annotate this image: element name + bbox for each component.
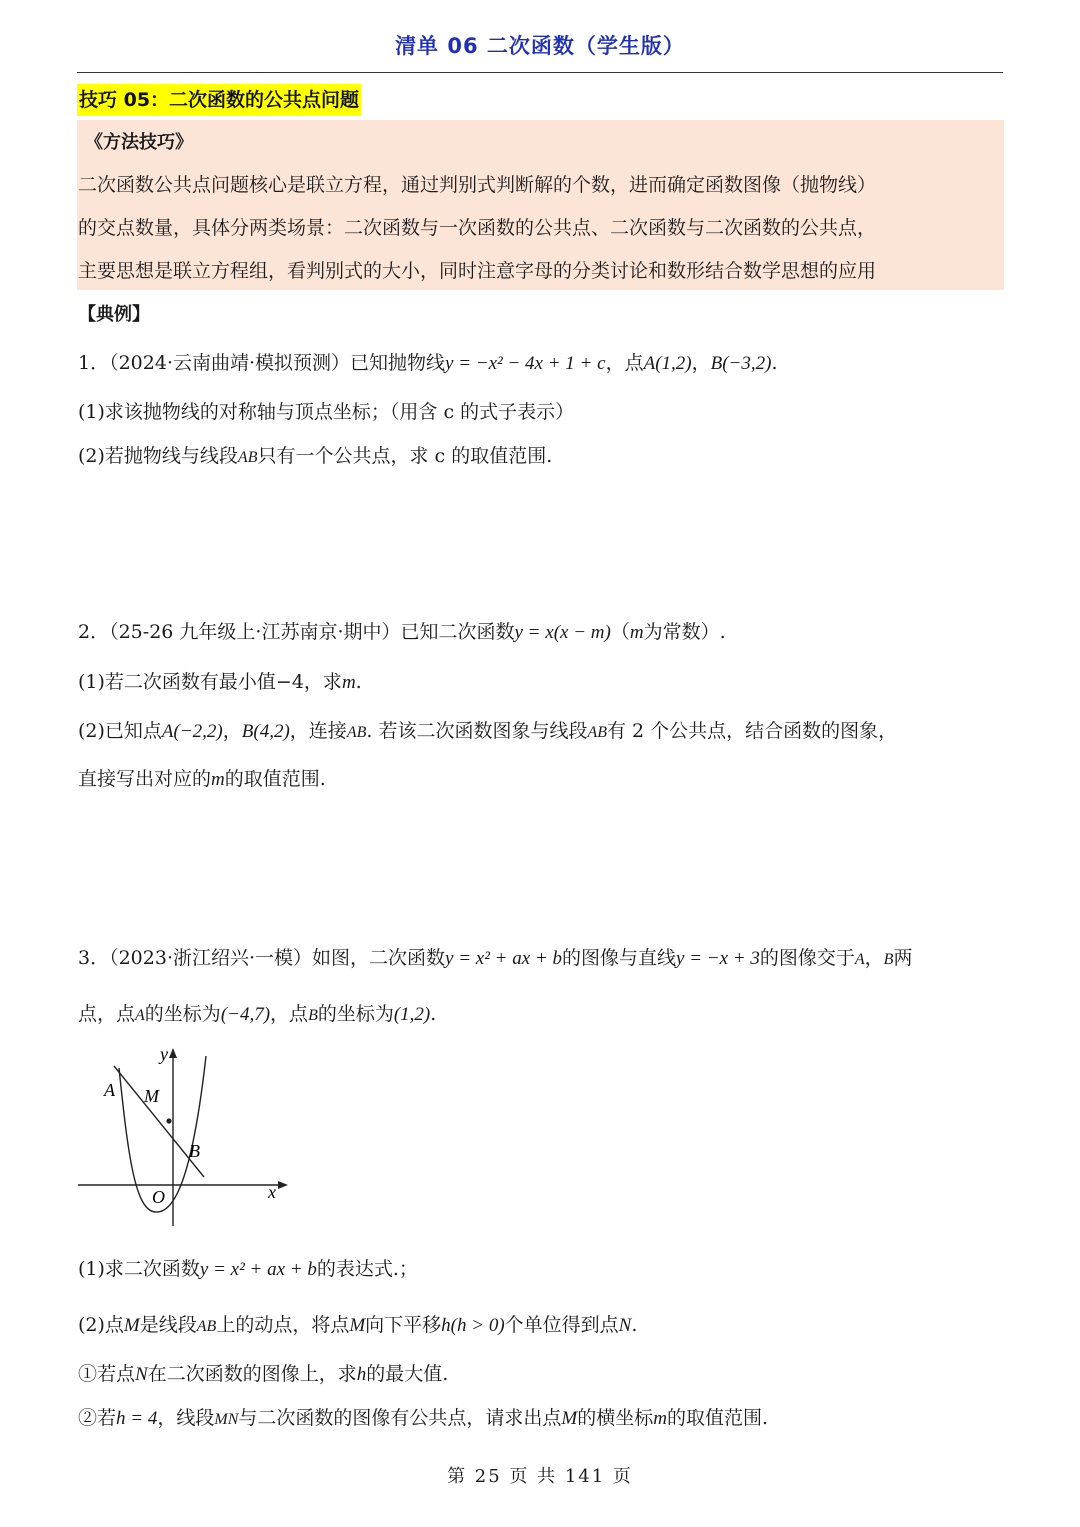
q3-sub2-text: ②若: [78, 1407, 117, 1429]
q3-m: m: [653, 1408, 667, 1429]
q3-sub2-text: 的取值范围.: [666, 1407, 768, 1429]
q3-h-value: h = 4: [116, 1408, 158, 1429]
q1-sep: ，: [691, 352, 711, 374]
method-line: 主要思想是联立方程组，看判别式的大小，同时注意字母的分类讨论和数形结合数学思想的应用: [78, 260, 877, 282]
q3-text: ，: [864, 947, 884, 969]
q3-part2-text: 是线段: [139, 1314, 197, 1336]
q3-h: h: [356, 1364, 367, 1385]
q1-end: .: [771, 352, 778, 374]
q3-sub1-text: 在二次函数的图像上，求: [147, 1363, 357, 1385]
q3-part1-text: 的表达式.；: [316, 1258, 418, 1280]
q3-stem: [78, 943, 912, 970]
q2-part2-text: ，: [222, 720, 242, 742]
header-divider: [77, 72, 1003, 73]
q3-coord-b: (1,2): [393, 1004, 431, 1025]
q2-part1: [78, 667, 362, 694]
q3-text: 两: [893, 947, 913, 969]
q3-part1: [78, 1254, 418, 1281]
q3-point-n: N: [135, 1364, 148, 1385]
q2-part1-text: (1)若二次函数有最小值−4，求: [78, 671, 342, 693]
q2-part2-text: (2)已知点: [78, 720, 162, 742]
q3-part2-text: 向下平移: [365, 1314, 442, 1336]
examples-label: 【典例】: [78, 304, 150, 325]
q2-segment-ab: AB: [587, 724, 607, 741]
q3-point-a: A: [135, 1007, 145, 1024]
q1-point-a: A(1,2): [643, 353, 692, 374]
q2-m: m: [211, 769, 225, 790]
q1-equation: y = −x² − 4x + 1 + c: [445, 353, 606, 374]
q3-text: 的坐标为: [144, 1003, 221, 1025]
q2-text: 为常数）.: [643, 621, 726, 643]
q2-m: m: [341, 672, 356, 693]
q2-equation: y = x(x − m): [514, 622, 611, 643]
q3-point-m: M: [349, 1315, 366, 1336]
q3-segment-ab: AB: [196, 1318, 217, 1335]
q2-part2: [78, 716, 897, 743]
q2-part2-text: . 若该二次函数图象与线段: [366, 720, 588, 742]
q1-part2-text: 只有一个公共点，求 c 的取值范围.: [257, 445, 553, 467]
tip-title: 技巧 05：二次函数的公共点问题: [77, 84, 361, 116]
q1-number: 1．: [78, 352, 110, 374]
q3-sub2: [78, 1403, 768, 1430]
q3-part2: [78, 1310, 637, 1337]
method-line: 的交点数量，具体分两类场景：二次函数与一次函数的公共点、二次函数与二次函数的公共点，: [78, 217, 877, 239]
q2-stem: [78, 617, 726, 644]
q3-sub1-text: 的最大值.: [366, 1363, 449, 1385]
q3-equation-parabola: y = x² + ax + b: [445, 948, 562, 969]
y-axis-arrow-icon: [169, 1048, 177, 1058]
q3-sub2-text: 与二次函数的图像有公共点，请求出点: [238, 1407, 562, 1429]
q3-stem-line2: [78, 999, 436, 1026]
x-axis-arrow-icon: [278, 1181, 288, 1189]
point-b-label: B: [189, 1141, 200, 1161]
q2-number: 2．: [78, 621, 110, 643]
q3-text: 的图像与直线: [562, 947, 677, 969]
q2-segment-ab: AB: [346, 724, 367, 741]
q3-point-b: B: [883, 951, 894, 968]
q2-point-b: B(4,2): [241, 721, 290, 742]
q2-part2-text: 直接写出对应的: [78, 768, 212, 790]
page-footer: 第 25 页 共 141 页: [447, 1466, 633, 1487]
q1-stem: [78, 348, 778, 375]
method-line: 二次函数公共点问题核心是联立方程，通过判别式判断解的个数，进而确定函数图像（抛物线）: [78, 174, 877, 196]
q3-part2-text: 上的动点，将点: [216, 1314, 350, 1336]
q3-point-m: M: [561, 1408, 578, 1429]
q3-figure: [70, 1040, 290, 1230]
q3-text: 点，点: [78, 1003, 136, 1025]
method-heading: 《方法技巧》: [85, 132, 193, 153]
q3-h-condition: h(h > 0): [441, 1315, 505, 1336]
q3-part1-text: (1)求二次函数: [78, 1258, 200, 1280]
q2-part2-text: ，连接: [289, 720, 347, 742]
q3-segment-mn: MN: [214, 1411, 239, 1428]
q3-part2-text: .: [631, 1314, 638, 1336]
q3-point-a: A: [854, 951, 865, 968]
q2-part2-text: 有 2 个公共点，结合函数的图象，: [607, 720, 898, 742]
point-m-label: M: [144, 1086, 159, 1106]
q3-part2-text: (2)点: [78, 1314, 124, 1336]
point-m-dot: [166, 1118, 171, 1123]
q2-part2-text: 的取值范围.: [224, 768, 326, 790]
q3-equation-line: y = −x + 3: [676, 948, 760, 969]
q1-segment-ab: AB: [237, 449, 258, 466]
q3-part2-text: 个单位得到点: [504, 1314, 619, 1336]
q1-source: （2024·云南曲靖·模拟预测）已知抛物线: [109, 352, 446, 374]
y-axis-label: y: [160, 1044, 168, 1064]
x-axis-label: x: [268, 1182, 276, 1202]
q3-text: 的图像交于: [759, 947, 855, 969]
q3-point-m: M: [123, 1315, 140, 1336]
page-header-title: 清单 06 二次函数（学生版）: [395, 34, 685, 58]
q1-part2-text: (2)若抛物线与线段: [78, 445, 238, 467]
q1-point-b: B(−3,2): [710, 353, 772, 374]
q2-source: （25-26 九年级上·江苏南京·期中）已知二次函数: [109, 621, 515, 643]
q3-sub2-text: 的横坐标: [577, 1407, 654, 1429]
q1-part2: [78, 441, 552, 468]
q3-sub2-text: ，线段: [157, 1407, 215, 1429]
q2-point-a: A(−2,2): [161, 721, 223, 742]
q2-text: （: [610, 621, 630, 643]
q3-source: （2023·浙江绍兴·一模）如图，二次函数: [109, 947, 446, 969]
q3-number: 3．: [78, 947, 110, 969]
q3-text: ，点: [270, 1003, 309, 1025]
q3-coord-a: (−4,7): [220, 1004, 271, 1025]
origin-label: O: [152, 1187, 165, 1207]
q3-part1-equation: y = x² + ax + b: [199, 1259, 317, 1280]
q3-point-b: B: [308, 1007, 318, 1024]
q1-part1: (1)求该抛物线的对称轴与顶点坐标；（用含 c 的式子表示）: [78, 401, 575, 423]
q2-part1-text: .: [355, 671, 362, 693]
q2-part2-line2: [78, 764, 326, 791]
q3-text: 的坐标为: [317, 1003, 394, 1025]
point-a-label: A: [104, 1080, 115, 1100]
q3-sub1: [78, 1359, 448, 1386]
q3-sub1-text: ①若点: [78, 1363, 136, 1385]
q1-sep: ，点: [605, 352, 644, 374]
q3-point-n: N: [618, 1315, 632, 1336]
q2-m: m: [629, 622, 644, 643]
q3-text: .: [430, 1003, 437, 1025]
